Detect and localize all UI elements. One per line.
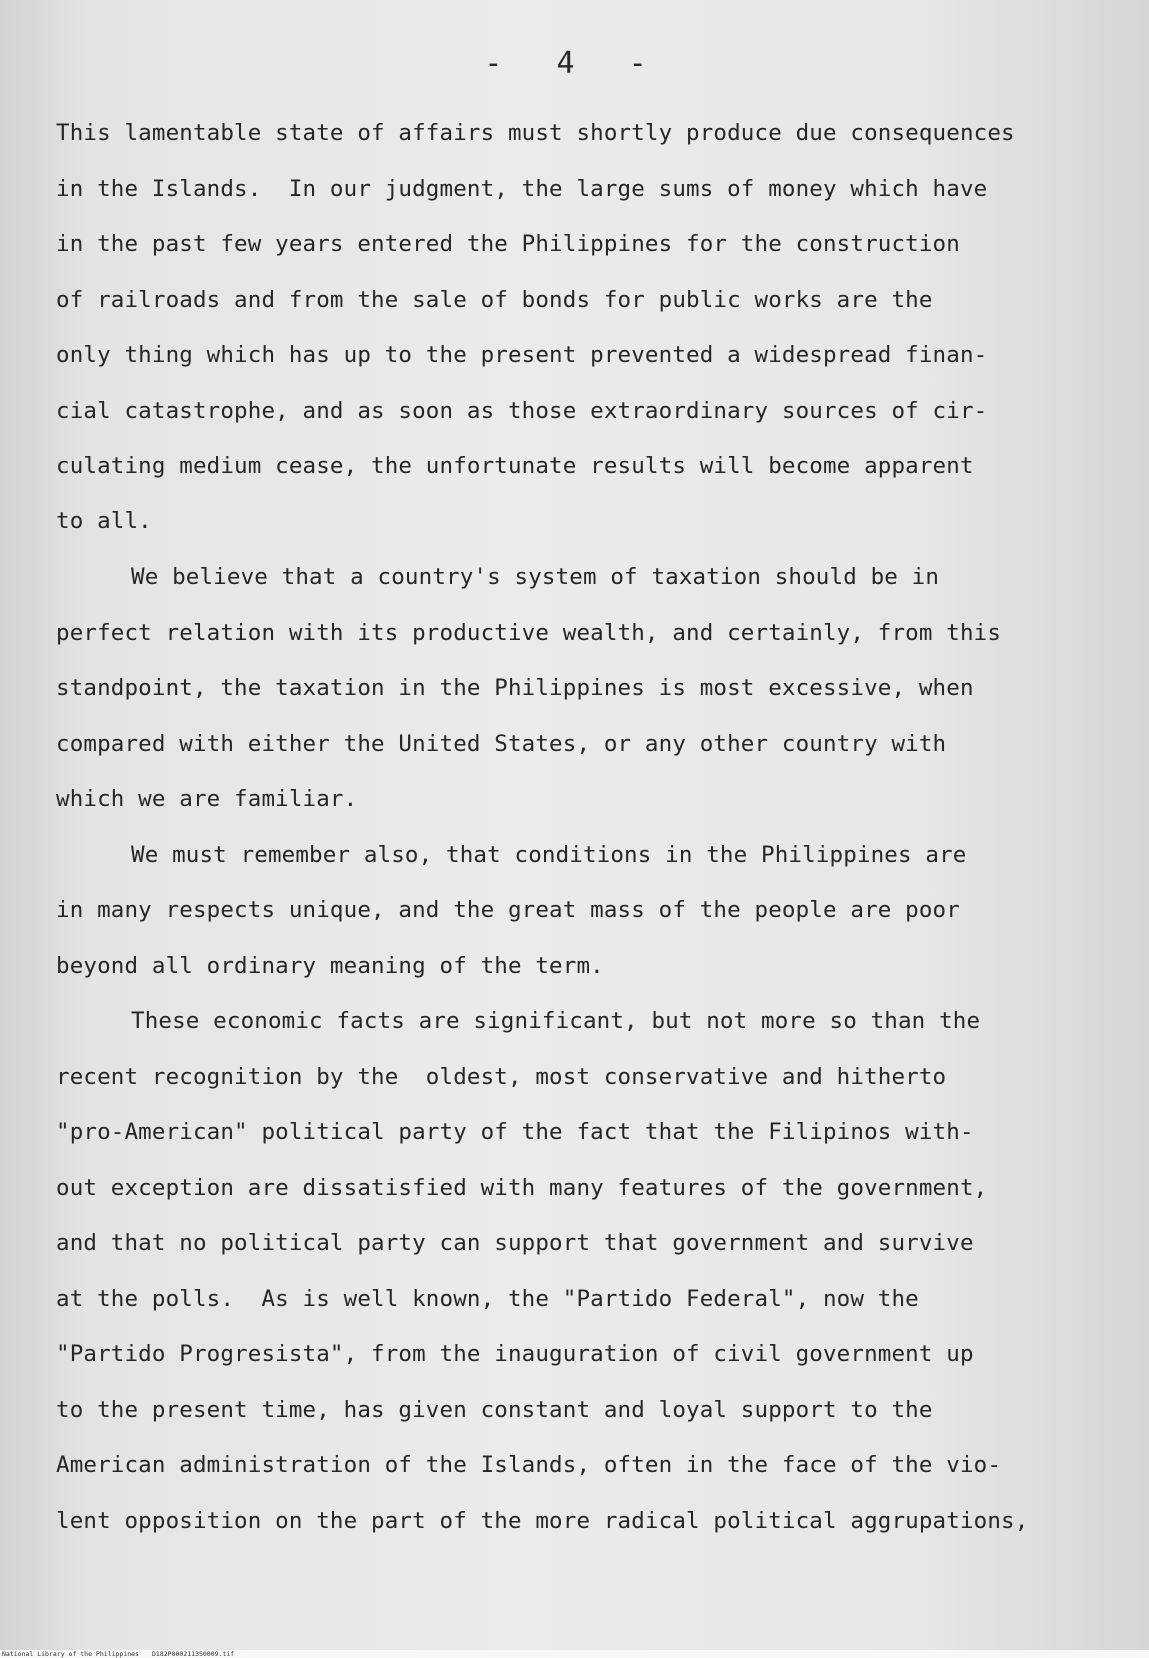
text-line: at the polls. As is well known, the "Partido Federal", now the: [56, 1286, 919, 1312]
text-line: American administration of the Islands, often in the face of the vio-: [56, 1452, 1002, 1478]
text-line: compared with either the United States, or any other country with: [56, 731, 947, 757]
text-line: perfect relation with its productive wealth, and certainly, from this: [56, 620, 1002, 646]
text-line: recent recognition by the oldest, most conservative and hitherto: [56, 1064, 947, 1090]
text-line: only thing which has up to the present prevented a widespread finan-: [56, 342, 988, 368]
footer-file-id: D182P000211350009.tif: [152, 1650, 235, 1658]
text-line: to all.: [56, 508, 152, 534]
text-line: culating medium cease, the unfortunate results will become apparent: [56, 453, 974, 479]
text-line: We must remember also, that conditions in the Philippines are: [131, 842, 967, 868]
page-number: - 4 -: [484, 46, 665, 81]
text-line: cial catastrophe, and as soon as those extraordinary sources of cir-: [56, 398, 988, 424]
text-line: lent opposition on the part of the more radical political aggrupations,: [56, 1508, 1029, 1534]
text-line: "pro-American" political party of the fact that the Filipinos with-: [56, 1119, 974, 1145]
text-line: We believe that a country's system of taxation should be in: [131, 564, 940, 590]
text-line: which we are familiar.: [56, 786, 358, 812]
text-line: These economic facts are significant, but not more so than the: [131, 1008, 981, 1034]
text-line: in many respects unique, and the great mass of the people are poor: [56, 897, 960, 923]
text-line: and that no political party can support that government and survive: [56, 1230, 974, 1256]
scan-footer: [0, 1650, 1149, 1658]
text-line: "Partido Progresista", from the inauguration of civil government up: [56, 1341, 974, 1367]
text-line: of railroads and from the sale of bonds for public works are the: [56, 287, 933, 313]
text-line: beyond all ordinary meaning of the term.: [56, 953, 604, 979]
text-line: out exception are dissatisfied with many features of the government,: [56, 1175, 988, 1201]
text-line: to the present time, has given constant and loyal support to the: [56, 1397, 933, 1423]
footer-source: National Library of the Philippines: [2, 1650, 139, 1658]
text-line: This lamentable state of affairs must shortly produce due consequences: [56, 120, 1015, 146]
text-line: in the Islands. In our judgment, the large sums of money which have: [56, 176, 988, 202]
text-line: standpoint, the taxation in the Philippines is most excessive, when: [56, 675, 974, 701]
text-line: in the past few years entered the Philippines for the construction: [56, 231, 960, 257]
